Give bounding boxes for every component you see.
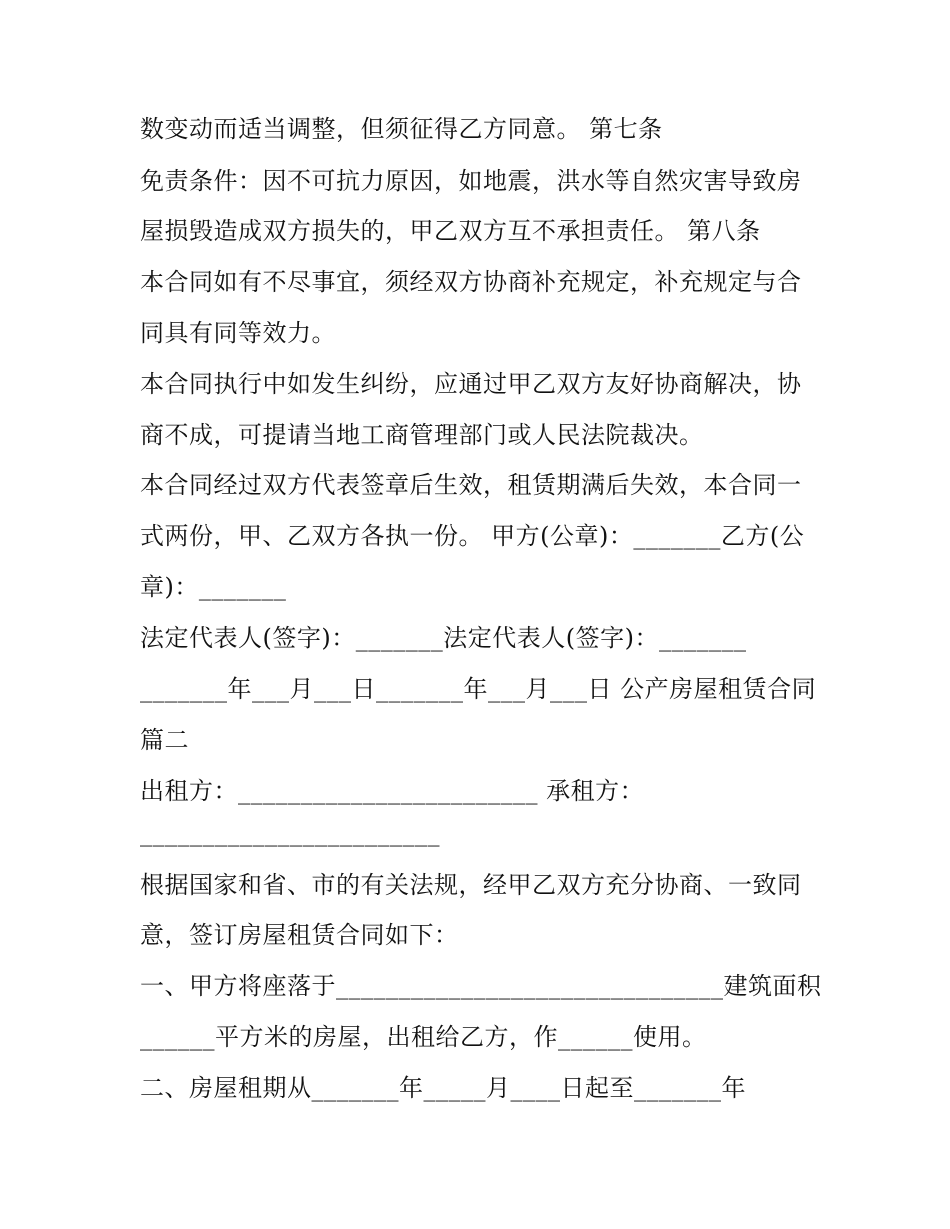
- text-line: 章)：_______: [140, 573, 287, 601]
- text-line: 同具有同等效力。: [140, 319, 336, 347]
- section-heading: 篇二: [140, 726, 189, 754]
- text-line: 本合同执行中如发生纠纷，应通过甲乙双方友好协商解决，协: [140, 370, 802, 398]
- signature-line: 法定代表人(签字)：_______法定代表人(签字)：_______: [140, 624, 747, 652]
- text-line: 式两份，甲、乙双方各执一份。 甲方(公章)：_______乙方(公: [140, 522, 805, 550]
- text-line: 本合同经过双方代表签章后生效，租赁期满后失效，本合同一: [140, 471, 802, 499]
- date-line: _______年___月___日_______年___月___日 公产房屋租赁合同: [140, 675, 817, 703]
- text-line: 屋损毁造成双方损失的，甲乙双方互不承担责任。 第八条: [140, 217, 761, 245]
- text-line: 免责条件：因不可抗力原因，如地震，洪水等自然灾害导致房: [140, 167, 802, 195]
- party-line: 出租方：________________________ 承租方：: [140, 777, 645, 805]
- clause-line: 二、房屋租期从_______年_____月____日起至_______年: [140, 1074, 746, 1102]
- text-line: 意，签订房屋租赁合同如下：: [140, 921, 459, 949]
- clause-line: ______平方米的房屋，出租给乙方，作______使用。: [140, 1023, 707, 1051]
- text-line: 商不成，可提请当地工商管理部门或人民法院裁决。: [140, 421, 704, 449]
- text-line: 数变动而适当调整，但须征得乙方同意。 第七条: [140, 115, 663, 143]
- text-line: 本合同如有不尽事宜，须经双方协商补充规定，补充规定与合: [140, 268, 802, 296]
- text-line: 根据国家和省、市的有关法规，经甲乙双方充分协商、一致同: [140, 871, 802, 899]
- party-blank-line: ________________________: [140, 819, 440, 847]
- clause-line: 一、甲方将座落于_______________________________建筑面积: [140, 972, 822, 1000]
